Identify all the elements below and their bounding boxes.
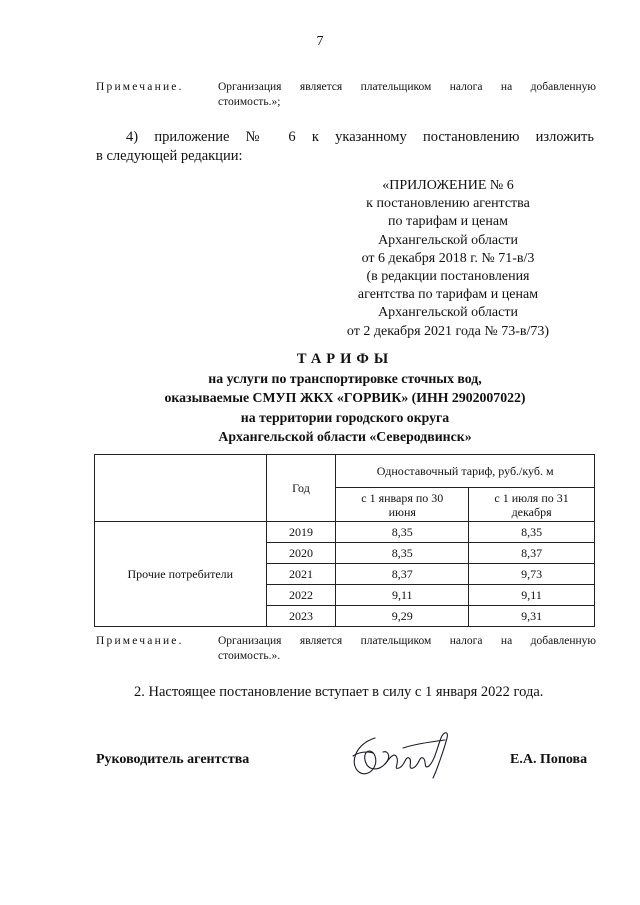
appendix-line: от 6 декабря 2018 г. № 71-в/3 [361,250,535,266]
handwritten-signature [345,726,460,786]
page-number: 7 [316,34,324,49]
year-cell: 2022 [266,585,336,606]
tariff-h1-cell: 9,11 [336,585,469,606]
appendix-line: Архангельской области [378,232,518,248]
paragraph-2: 2. Настоящее постановление вступает в силу с 1 января 2022 года. [134,684,544,700]
tariff-h2-cell: 9,31 [469,606,595,627]
appendix-line: агентства по тарифам и ценам [357,287,539,303]
appendix-line: по тарифам и ценам [388,214,508,230]
note-text-line1: Организация является плательщиком налога на добавленную [218,81,596,93]
table-header-year: Год [266,455,336,522]
tariff-table [94,454,595,627]
note-top [96,80,596,110]
tariff-h1-cell: 8,35 [336,543,469,564]
document-title [96,350,594,446]
tariff-h2-cell: 9,73 [469,564,595,585]
title-line: на территории городского округа [240,409,450,425]
table-row [95,522,595,543]
title-line: на услуги по транспортировке сточных вод, [208,371,482,387]
note-text-line2: стоимость.». [218,650,281,662]
paragraph-4 [96,128,594,166]
table-header-period2: с 1 июля по 31 декабря [469,488,595,522]
appendix-header [318,177,578,341]
signatory-position: Руководитель агентства [96,752,250,767]
signatory-name: Е.А. Попова [510,752,588,767]
paragraph-4-line1: 4) приложение № 6 к указанному постановлению изложить [126,129,594,145]
note-text-line2: стоимость.»; [218,96,281,108]
year-cell: 2021 [266,564,336,585]
table-header-blank [95,455,267,522]
title-heading: ТАРИФЫ [296,351,394,367]
note-label: Примечание. [96,81,184,93]
year-cell: 2020 [266,543,336,564]
appendix-line: Архангельской области [378,305,518,321]
tariff-h1-cell: 9,29 [336,606,469,627]
tariff-h1-cell: 8,35 [336,522,469,543]
appendix-line: от 2 декабря 2021 года № 73-в/73) [346,323,550,339]
tariff-h2-cell: 8,35 [469,522,595,543]
note-text-line1: Организация является плательщиком налога на добавленную [218,635,596,647]
consumer-cell: Прочие потребители [95,522,267,627]
appendix-line: к постановлению агентства [366,196,530,212]
appendix-line: «ПРИЛОЖЕНИЕ № 6 [382,178,514,193]
year-cell: 2023 [266,606,336,627]
table-header-period1: с 1 января по 30 июня [336,488,469,522]
tariff-h1-cell: 8,37 [336,564,469,585]
table-header-tariff: Одноставочный тариф, руб./куб. м [336,455,595,488]
note-bottom [96,634,596,664]
tariff-h2-cell: 8,37 [469,543,595,564]
title-line: Архангельской области «Северодвинск» [218,428,472,444]
paragraph-4-line2: в следующей редакции: [96,148,243,164]
note-label: Примечание. [96,635,184,647]
title-line: оказываемые СМУП ЖКХ «ГОРВИК» (ИНН 2902007022) [164,390,526,406]
tariff-h2-cell: 9,11 [469,585,595,606]
year-cell: 2019 [266,522,336,543]
appendix-line: (в редакции постановления [366,269,530,285]
